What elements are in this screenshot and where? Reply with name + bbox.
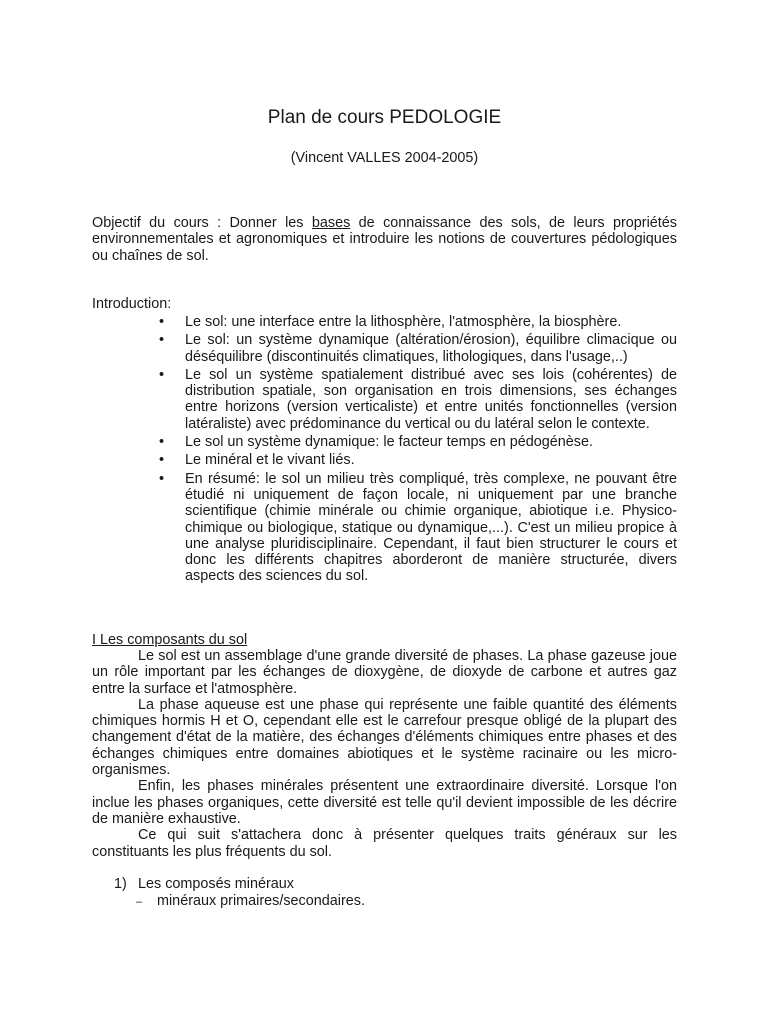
document-author: (Vincent VALLES 2004-2005) (290, 150, 479, 166)
paragraph: Ce qui suit s'attachera donc à présenter quelques traits généraux sur les constituants les plus fréquents du sol. (92, 827, 677, 860)
sub-item (136, 893, 365, 910)
document-title: Plan de cours PEDOLOGIE (267, 107, 502, 128)
bullet-icon: • (159, 314, 165, 330)
list-item (92, 332, 677, 365)
bullet-icon: • (159, 332, 165, 349)
objective-underlined-word: bases (311, 215, 351, 231)
item-label: Les composés minéraux (138, 876, 294, 892)
paragraph: Enfin, les phases minérales présentent une extraordinaire diversité. Lorsque l'on inclue les phases organiques, cette diversité est telle qu'il devient impossible de les décrire de manière exhaustive. (92, 778, 677, 827)
objective-suffix: de connaissance des sols, de leurs propriétés environnementales et agronomiques et introduire les notions de couvertures pédologiques ou chaînes de sol. (92, 215, 677, 264)
list-item-text: Le sol: un système dynamique (altération/érosion), équilibre climacique ou déséquilibre (discontinuités climatiques, lithologiques, dans l'usage,..) (185, 332, 677, 365)
section-body (92, 648, 677, 860)
bullet-icon: • (159, 434, 165, 451)
bullet-icon: • (159, 452, 165, 469)
item-number: 1) (114, 876, 127, 892)
paragraph: Le sol est un assemblage d'une grande diversité de phases. La phase gazeuse joue un rôle important par les échanges de dioxygène, de dioxyde de carbone et autres gaz entre la surface et l'atmosphère. (92, 648, 677, 697)
bullet-icon: • (159, 470, 165, 487)
numbered-item (114, 876, 294, 892)
list-item-text: En résumé: le sol un milieu très compliqué, très complexe, ne pouvant être étudié ni uniquement de façon locale, ni uniquement par une branche scientifique (chimie minérale ou chimie organique, abiotique i.e. Physico-chimique ou biologique, statique ou dynamique,...). C'est un milieu propice à une analyse pluridisciplinaire. Cependant, il faut bien structurer le cours et donc les différents chapitres aborderont de manière structurée, divers aspects des sciences du sol. (185, 470, 677, 585)
introduction-label: Introduction: (92, 296, 172, 312)
sub-item-label: minéraux primaires/secondaires. (157, 893, 365, 909)
dash-icon: – (136, 896, 143, 908)
course-objective (92, 215, 677, 264)
list-item (92, 367, 677, 432)
list-item-text: Le sol un système spatialement distribué avec ses lois (cohérentes) de distribution spatiale, son organisation en trois dimensions, ses échanges entre horizons (version verticaliste) et entre unités fonctionnelles (version latéraliste) avec prédominance du vertical ou du latéral selon le contexte. (185, 366, 677, 432)
list-item-text: Le sol: une interface entre la lithosphère, l'atmosphère, la biosphère. (185, 314, 622, 330)
list-item (92, 434, 677, 450)
bullet-icon: • (159, 366, 165, 383)
objective-prefix: Objectif du cours : Donner les (92, 215, 312, 231)
list-item-text: Le sol un système dynamique: le facteur temps en pédogénèse. (185, 434, 593, 451)
list-item (92, 314, 677, 330)
list-item-text: Le minéral et le vivant liés. (185, 452, 355, 469)
section-heading: I Les composants du sol (92, 632, 248, 648)
introduction-list (92, 314, 677, 587)
list-item (92, 452, 677, 468)
list-item (92, 471, 677, 585)
paragraph: La phase aqueuse est une phase qui représente une faible quantité des éléments chimiques hormis H et O, cependant elle est le carrefour presque obligé de la plupart des changement d'état de la matière, des échanges d'éléments chimiques entre phases et des échanges chimiques entre domaines abiotiques et le système racinaire ou les micro-organismes. (92, 696, 677, 779)
